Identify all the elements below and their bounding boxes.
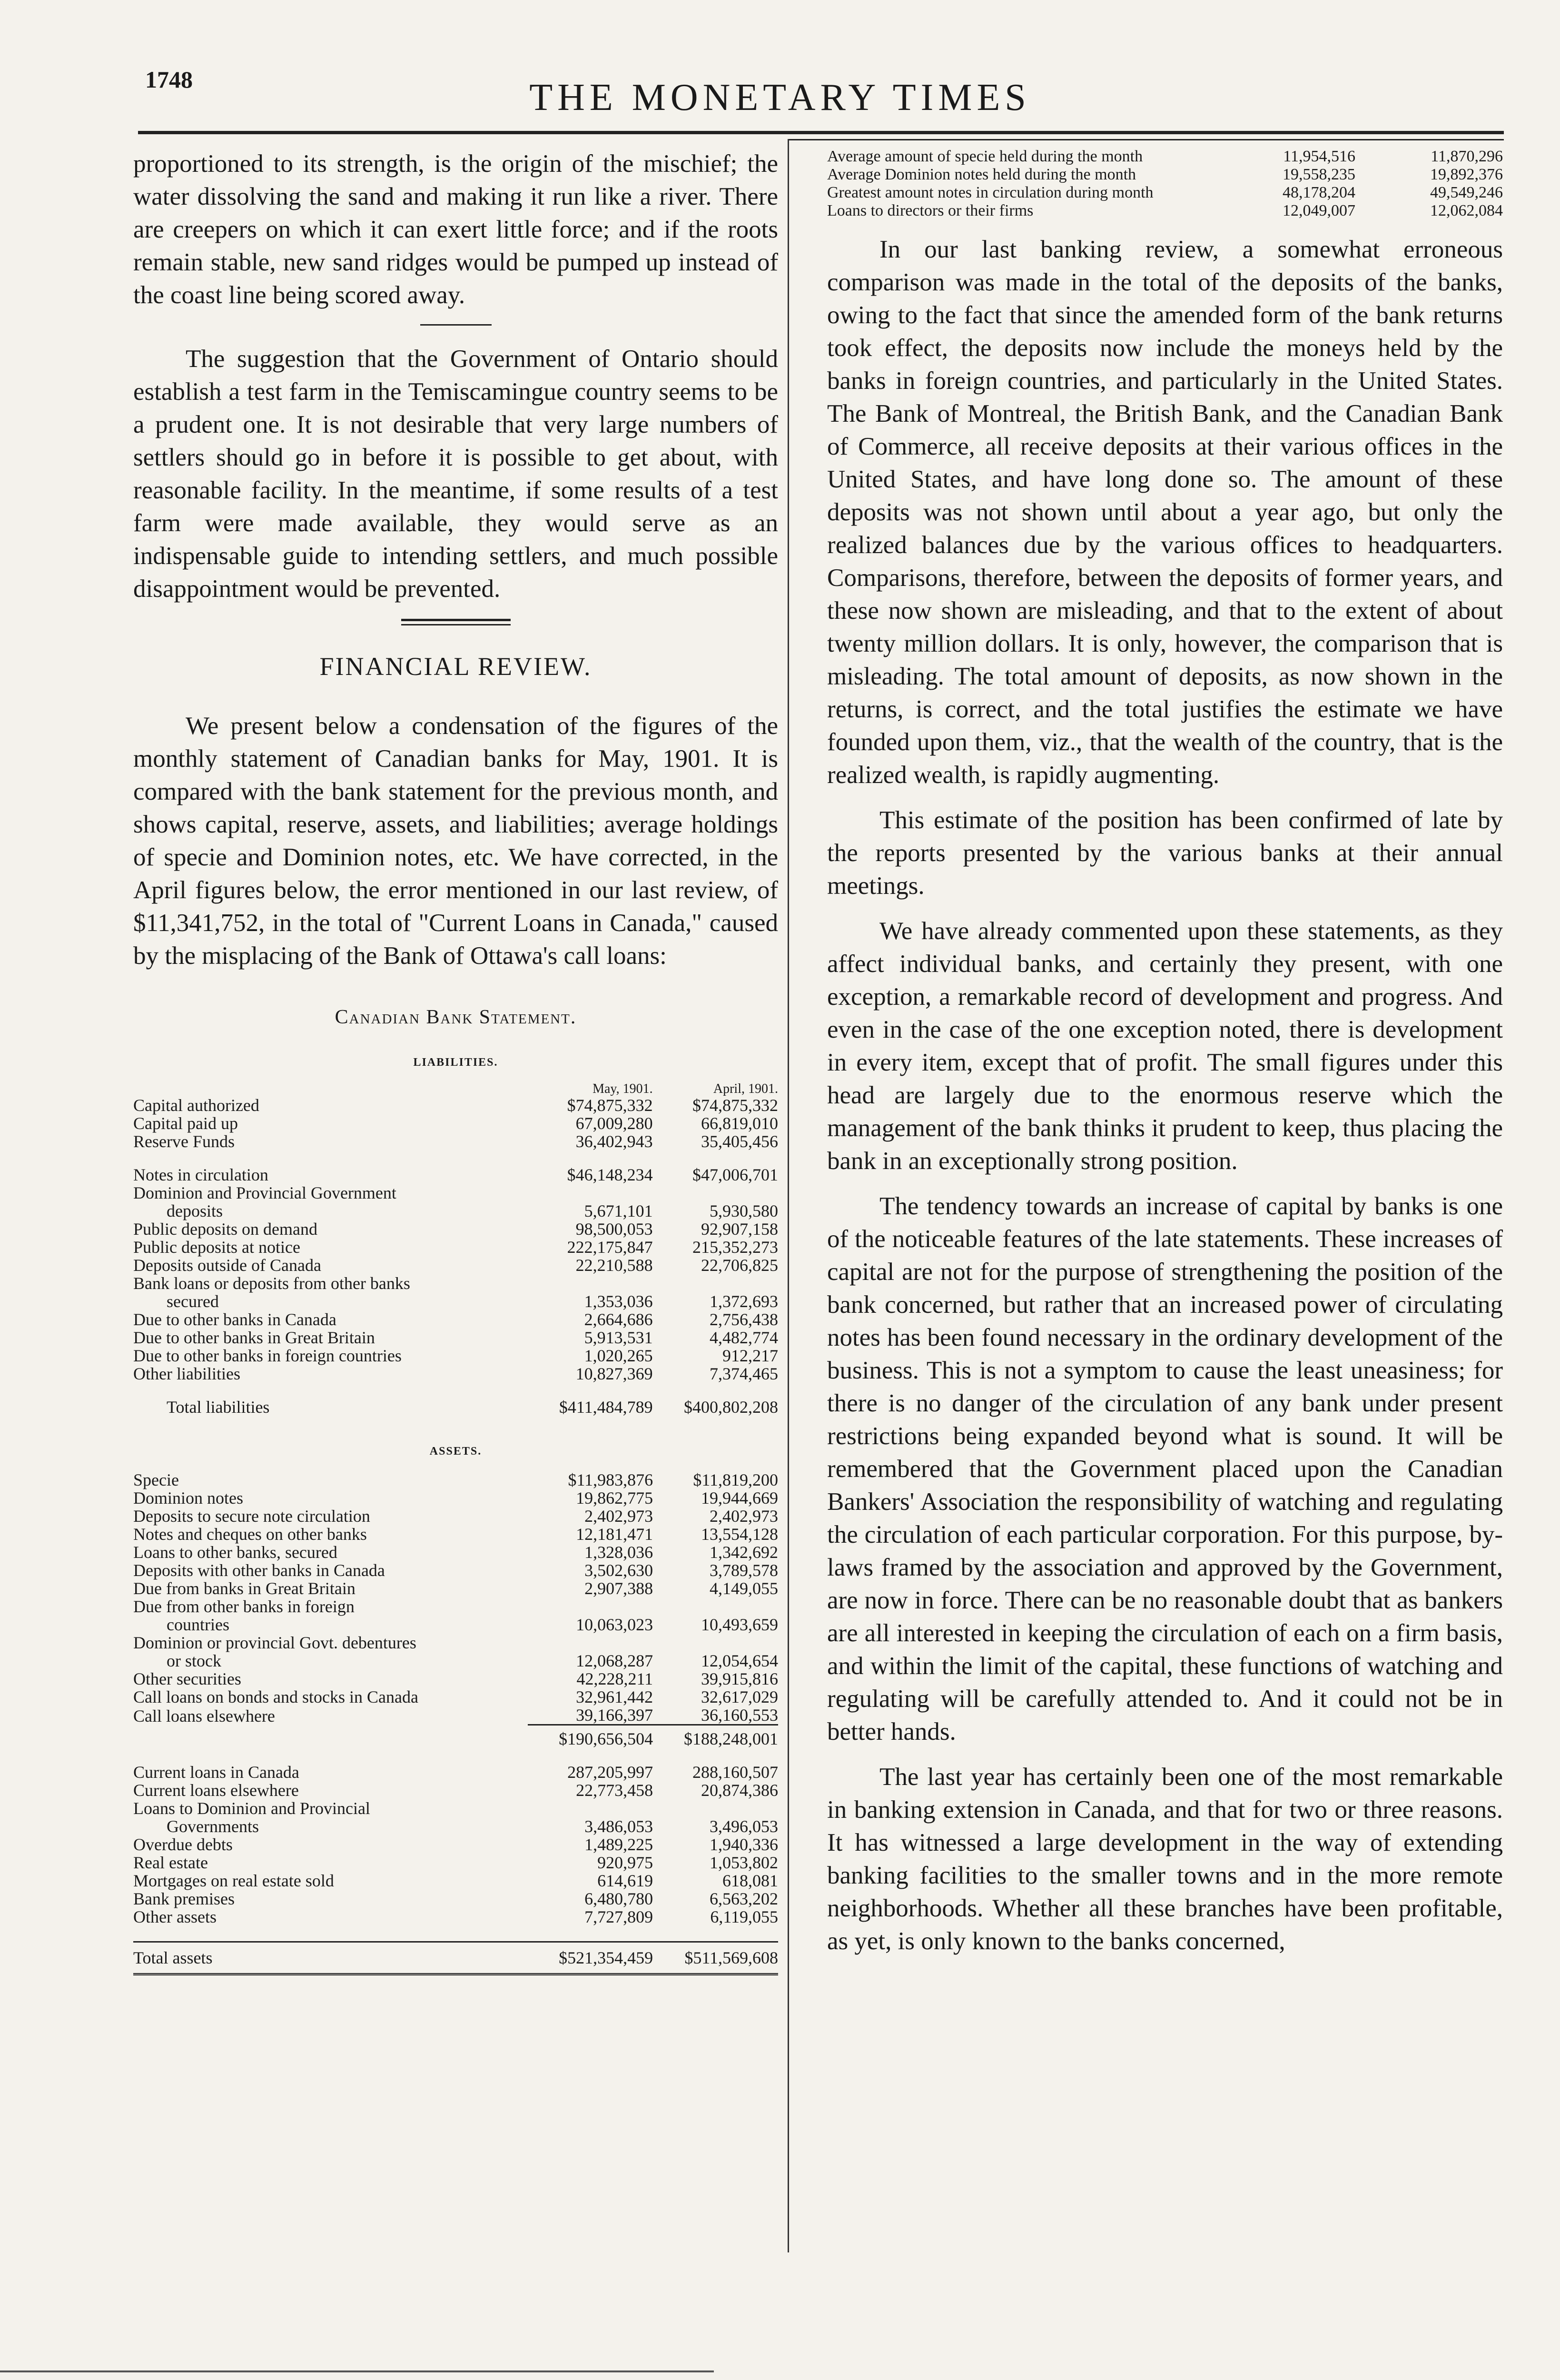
value-may: 67,009,280 [575,1114,653,1133]
paragraph: The last year has certainly been one of the most remarkable in banking extension in Canada, and that for two or three reasons. It has witnessed a large development in the way of extending banking facilities to the smaller towns and in the more remote neighborhoods. Whether all these branches have been profitable, as yet, is only known to the banks concerned, [827,1763,1503,1955]
table-row [133,1292,778,1310]
row-label: Loans to Dominion and Provincial [133,1799,370,1818]
value-april: 4,482,774 [710,1328,778,1347]
value-april: 6,563,202 [710,1889,778,1908]
row-label: Due to other banks in Great Britain [133,1328,375,1347]
row-label: Greatest amount notes in circulation during month [827,184,1154,201]
row-label: Specie [133,1470,179,1489]
table-row [133,1256,778,1274]
row-label: Other assets [133,1907,217,1926]
value-april [653,1799,778,1817]
value-april: 5,930,580 [710,1201,778,1220]
value-may: 5,913,531 [584,1328,653,1347]
left-column [133,148,778,1975]
value-may: 12,068,287 [576,1651,653,1670]
value-april: 1,372,693 [710,1292,778,1311]
table-row [133,1489,778,1507]
value-april: 13,554,128 [701,1525,778,1544]
table-row [133,1471,778,1489]
value-april: 32,617,029 [701,1687,778,1706]
table-row [133,1220,778,1238]
value-april: 1,940,336 [710,1835,778,1854]
table-row [133,1890,778,1908]
table-row [133,1634,778,1652]
value-april: $511,569,608 [653,1942,778,1974]
subtotal-row [133,1725,778,1748]
value-april: 10,493,659 [701,1615,778,1634]
paragraph: This estimate of the position has been confirmed of late by the reports presented by the various banks at their annual meetings. [827,806,1503,900]
value-april: 12,054,654 [701,1651,778,1670]
table-row [133,1616,778,1634]
assets-table [133,1471,778,1975]
value-may: 98,500,053 [575,1220,653,1239]
table-row [133,1597,778,1616]
table-row [133,1579,778,1597]
value-april: 2,756,438 [710,1310,778,1329]
value-may: $11,983,876 [568,1470,653,1489]
value-may: 39,166,397 [576,1706,653,1725]
value-april: 215,352,273 [692,1238,778,1257]
row-label: deposits [167,1201,223,1220]
value-april: $188,248,001 [653,1725,778,1748]
row-label: Bank premises [133,1889,235,1908]
value-april: 2,402,973 [710,1507,778,1526]
row-label: Other liabilities [133,1364,240,1383]
value-may: 1,353,036 [584,1292,653,1311]
row-label: Deposits outside of Canada [133,1256,321,1275]
value-april: 49,549,246 [1430,184,1503,201]
row-label: or stock [167,1651,221,1670]
table-row [133,1166,778,1184]
value-april: 618,081 [722,1871,778,1890]
value-may: 22,773,458 [576,1781,653,1800]
value-may: 19,862,775 [576,1488,653,1507]
table-row [133,1525,778,1543]
value-april: 912,217 [722,1346,778,1365]
value-may: 42,228,211 [576,1669,653,1688]
value-april: 35,405,456 [701,1132,778,1151]
value-april: 6,119,055 [710,1907,778,1926]
table-row [133,1543,778,1561]
value-april: 7,374,465 [710,1364,778,1383]
table-row [133,1908,778,1926]
value-april: 19,892,376 [1430,166,1503,183]
assets-heading: ASSETS. [429,1445,482,1458]
value-may: 1,328,036 [584,1543,653,1562]
value-may: 5,671,101 [584,1201,653,1220]
right-column [827,148,1503,1970]
row-label: Public deposits at notice [133,1238,300,1257]
row-label: Current loans elsewhere [133,1781,299,1800]
table-header-row [133,1082,778,1096]
value-may: 32,961,442 [576,1687,653,1706]
value-may: 920,975 [597,1853,653,1872]
value-april: 3,496,053 [710,1817,778,1836]
total-liabilities-row [133,1398,778,1416]
row-label: Deposits to secure note circulation [133,1507,370,1526]
row-label: Call loans on bonds and stocks in Canada [133,1687,418,1706]
value-april: 66,819,010 [701,1114,778,1133]
value-april: $400,802,208 [684,1398,778,1417]
value-april: 11,870,296 [1431,148,1503,165]
row-label: secured [167,1292,219,1311]
value-may: 19,558,235 [1283,166,1355,183]
value-may: 3,502,630 [584,1561,653,1580]
row-label: Mortgages on real estate sold [133,1871,334,1890]
table-row [827,166,1503,184]
table-row [133,1670,778,1688]
bottom-rule [0,2370,714,2372]
value-april: $11,819,200 [693,1470,778,1489]
row-label: Capital paid up [133,1114,238,1133]
table-row [133,1872,778,1890]
top-rule-right [788,139,1504,140]
row-label: Due from other banks in foreign [133,1597,355,1616]
table-row [827,184,1503,202]
table-row [133,1799,778,1817]
value-may [527,1274,652,1292]
row-label: Call loans elsewhere [133,1706,275,1726]
row-label: Reserve Funds [133,1132,235,1151]
col-header-may: May, 1901. [592,1081,653,1096]
value-april: $47,006,701 [692,1165,778,1184]
row-label: Current loans in Canada [133,1763,299,1782]
paragraph: The suggestion that the Government of Ontario should establish a test farm in the Temiscamingue country seems to be a prudent one. It is not desirable that very large numbers of settlers should go in before it is possible to get about, with reasonable facility. In the meantime, if some results of a test farm were made available, they would serve as an indispensable guide to intending settlers, and much possible disappointment would be prevented. [133,345,778,603]
value-may: $521,354,459 [528,1942,653,1974]
row-label [133,1725,528,1748]
row-label: Notes and cheques on other banks [133,1525,367,1544]
value-april: 1,053,802 [710,1853,778,1872]
page-number: 1748 [145,66,193,93]
row-label: Real estate [133,1853,208,1872]
liabilities-table [133,1082,778,1431]
table-row [133,1202,778,1220]
header-blank [133,1082,527,1096]
row-label: Due to other banks in Canada [133,1310,336,1329]
row-label: Due from banks in Great Britain [133,1579,355,1598]
value-may: 12,181,471 [576,1525,653,1544]
value-may: 7,727,809 [584,1907,653,1926]
value-may: 1,489,225 [584,1835,653,1854]
value-may: 2,907,388 [584,1579,653,1598]
table-row [133,1114,778,1132]
value-may: 2,664,686 [584,1310,653,1329]
value-april: $74,875,332 [692,1096,778,1115]
table-row [133,1854,778,1872]
table-row [133,1274,778,1292]
table-row [133,1706,778,1725]
row-label: Due to other banks in foreign countries [133,1346,402,1365]
value-may: 12,049,007 [1283,202,1355,219]
row-label: Loans to other banks, secured [133,1543,337,1562]
double-rule [401,619,511,625]
value-may: 614,619 [597,1871,653,1890]
value-may: 222,175,847 [567,1238,653,1257]
separator-rule [420,324,492,326]
table-row [133,1238,778,1256]
row-label: Overdue debts [133,1835,233,1854]
row-label: Total assets [133,1942,528,1974]
row-label: Deposits with other banks in Canada [133,1561,385,1580]
specie-table [827,148,1503,220]
value-may [528,1597,653,1616]
value-may: 36,402,943 [575,1132,653,1151]
value-may [527,1184,652,1202]
value-april: 39,915,816 [701,1669,778,1688]
row-label: Total liabilities [167,1398,270,1417]
row-label: countries [167,1615,229,1634]
value-april [653,1634,778,1652]
value-may: 3,486,053 [584,1817,653,1836]
value-may: $190,656,504 [528,1725,653,1748]
row-label: Dominion and Provincial Government [133,1183,396,1202]
table-row [827,202,1503,220]
value-may [528,1799,653,1817]
row-label: Bank loans or deposits from other banks [133,1274,410,1293]
value-april: 20,874,386 [701,1781,778,1800]
row-label: Capital authorized [133,1096,259,1115]
table-row [133,1507,778,1525]
value-april: 3,789,578 [710,1561,778,1580]
col-header-april: April, 1901. [713,1081,778,1096]
value-april: 19,944,669 [701,1488,778,1507]
value-april [653,1184,778,1202]
value-may: 287,205,997 [567,1763,653,1782]
table-row [133,1096,778,1114]
row-label: Governments [167,1817,259,1836]
table-row [827,148,1503,166]
table-row [133,1132,778,1150]
value-may: $74,875,332 [567,1096,653,1115]
value-may: 6,480,780 [584,1889,653,1908]
value-april: 92,907,158 [701,1220,778,1239]
table-row [133,1184,778,1202]
table-row [133,1688,778,1706]
table-row [133,1652,778,1670]
value-may: 11,954,516 [1283,148,1355,165]
paragraph: We have already commented upon these statements, as they affect individual banks, and certainly they present, with one exception, a remarkable record of development and progress. And even in the case of the one exception noted, there is development in every item, except that of profit. The small figures under this head are largely due to the enormous reserve which the management of the bank thinks it prudent to keep, thus placing the bank in an exceptionally strong position. [827,917,1503,1175]
top-rule [138,131,1504,134]
value-may: 10,063,023 [576,1615,653,1634]
paragraph: The tendency towards an increase of capital by banks is one of the noticeable features of the late statements. These increases of capital are not for the purpose of strengthening the position of the bank concerned, but rather that an increased power of circulating notes has been found necessary in the ordinary development of the business. This is not a symptom to cause the least uneasiness; for there is no danger of the circulation of any bank under present restrictions being expanded beyond what is sound. It will be remembered that the Government placed upon the Canadian Bankers' Association the responsibility of watching and regulating the circulation of each particular corporation. For this purpose, by-laws framed by the association and approved by the Government, are now in force. There can be no reasonable doubt that as bankers are all interested in keeping the circulation of each on a firm basis, and within the limit of the capital, these functions of watching and regulating will be carefully attended to. And it could not be in better hands. [827,1192,1503,1745]
paragraph: proportioned to its strength, is the origin of the mischief; the water dissolving the sand and making it run like a river. There are creepers on which it can exert little force; and if the roots remain stable, new sand ridges would be pumped up instead of the coast line being scored away. [133,150,778,309]
value-may [528,1634,653,1652]
table-row [133,1365,778,1383]
value-april: 22,706,825 [701,1256,778,1275]
value-may: 10,827,369 [575,1364,653,1383]
row-label: Dominion notes [133,1488,243,1507]
row-label: Dominion or provincial Govt. debentures [133,1633,416,1652]
total-assets-row [133,1942,778,1974]
value-may: 48,178,204 [1283,184,1355,201]
row-label: Other securities [133,1669,241,1688]
row-label: Average amount of specie held during the month [827,148,1143,165]
value-may: 22,210,588 [575,1256,653,1275]
table-row [133,1310,778,1329]
liabilities-heading: LIABILITIES. [413,1056,498,1069]
row-label: Average Dominion notes held during the month [827,166,1136,183]
table-row [133,1781,778,1799]
table-row [133,1347,778,1365]
table-row [133,1561,778,1579]
row-label: Loans to directors or their firms [827,202,1034,219]
value-april: 4,149,055 [710,1579,778,1598]
table-row [133,1329,778,1347]
section-title: FINANCIAL REVIEW. [319,652,592,681]
value-may: 2,402,973 [584,1507,653,1526]
paragraph: We present below a condensation of the figures of the monthly statement of Canadian banks for May, 1901. It is compared with the bank statement for the previous month, and shows capital, reserve, assets, and liabilities; average holdings of specie and Dominion notes, etc. We have corrected, in the April figures below, the error mentioned in our last review, of $11,341,752, in the total of "Current Loans in Canada," caused by the misplacing of the Bank of Ottawa's call loans: [133,712,778,970]
table-title: Canadian Bank Statement. [335,1006,577,1028]
value-april: 288,160,507 [692,1763,778,1782]
value-may: 1,020,265 [584,1346,653,1365]
value-april [653,1274,778,1292]
table-row [133,1763,778,1781]
column-divider [788,139,789,2252]
table-row [133,1835,778,1854]
paragraph: In our last banking review, a somewhat erroneous comparison was made in the total of the deposits of the banks, owing to the fact that since the amended form of the bank returns took effect, the deposits now include the moneys held by the banks in foreign countries, and particularly in the United States. The Bank of Montreal, the British Bank, and the Canadian Bank of Commerce, all receive deposits at their various offices in the United States, and have long done so. The amount of these deposits was not shown until about a year ago, but only the realized balances due by the various offices to headquarters. Comparisons, therefore, between the deposits of former years, and these now shown are misleading, and that to the extent of about twenty million dollars. It is only, however, the comparison that is misleading. The total amount of deposits, as now shown in the returns, is correct, and the total justifies the estimate we have founded upon them, viz., that the wealth of the country, that is the realized wealth, is rapidly augmenting. [827,236,1503,789]
value-april: 12,062,084 [1430,202,1503,219]
row-label: Notes in circulation [133,1165,268,1184]
value-april: 36,160,553 [701,1706,778,1725]
table-row [133,1817,778,1835]
value-may: $46,148,234 [567,1165,653,1184]
value-april: 1,342,692 [710,1543,778,1562]
row-label: Public deposits on demand [133,1220,317,1239]
value-april [653,1597,778,1616]
masthead: THE MONETARY TIMES [529,77,1031,119]
value-may: $411,484,789 [559,1398,653,1417]
